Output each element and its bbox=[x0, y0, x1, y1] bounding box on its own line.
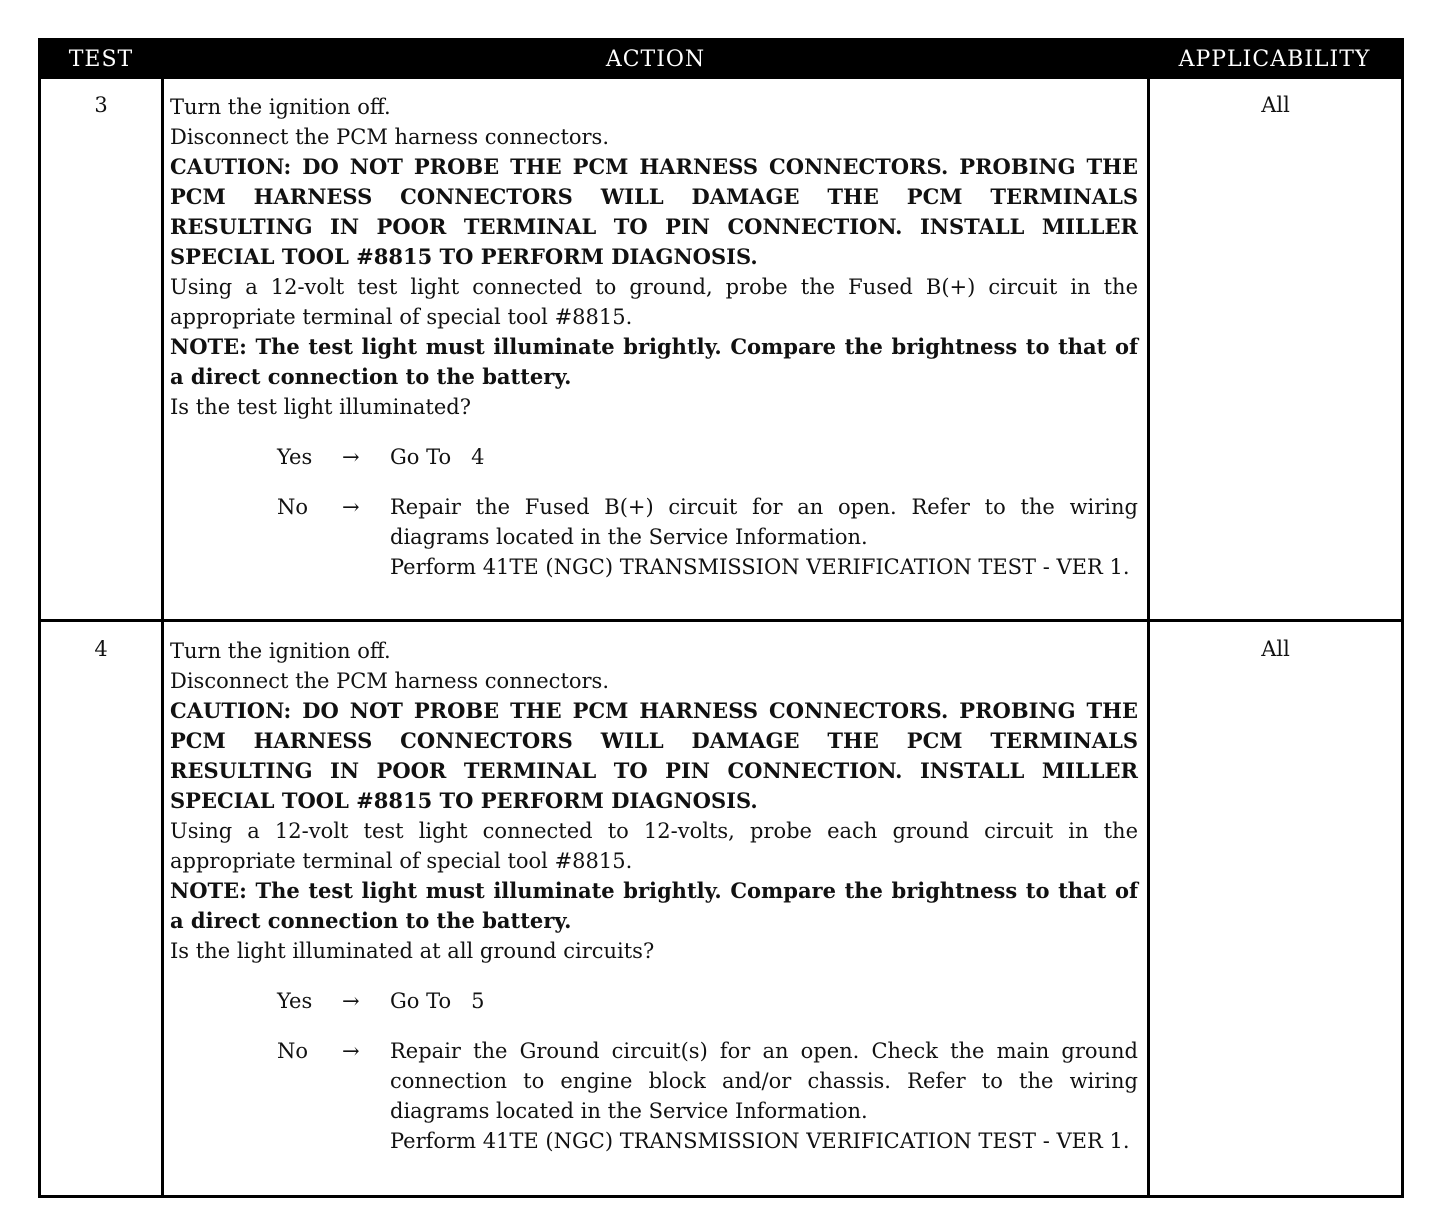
action-line: Turn the ignition off. bbox=[170, 95, 391, 119]
yes-label: Yes bbox=[277, 989, 313, 1013]
row-divider bbox=[41, 619, 1401, 622]
test-number: 4 bbox=[94, 637, 108, 661]
table-row bbox=[41, 79, 1401, 619]
arrow-right-icon: → bbox=[342, 1039, 360, 1063]
applicability-value: All bbox=[1261, 637, 1290, 661]
applicability-value: All bbox=[1261, 93, 1290, 117]
header-test: TEST bbox=[68, 47, 134, 72]
no-action: Repair the Fused B(+) circuit for an open. Refer to the wiring diagrams located in the Service Information. bbox=[390, 495, 1138, 549]
no-branch bbox=[170, 492, 1138, 582]
header-applicability: APPLICABILITY bbox=[1178, 47, 1371, 72]
no-branch bbox=[170, 1036, 1138, 1156]
instruction-text: Using a 12-volt test light connected to 12-volts, probe each ground circuit in the appropriate terminal of special tool #8815. bbox=[170, 819, 1138, 873]
caution-text: CAUTION: DO NOT PROBE THE PCM HARNESS CONNECTORS. PROBING THE PCM HARNESS CONNECTORS WILL DAMAGE THE PCM TERMINALS RESULTING IN POOR TERMINAL TO PIN CONNECTION. INSTALL MILLER SPECIAL TOOL #8815 TO PERFORM DIAGNOSIS. bbox=[170, 698, 1138, 813]
yes-action: Go To 5 bbox=[390, 989, 485, 1013]
action-line: Disconnect the PCM harness connectors. bbox=[170, 669, 610, 693]
instruction-text: Using a 12-volt test light connected to ground, probe the Fused B(+) circuit in the appropriate terminal of special tool #8815. bbox=[170, 275, 1138, 329]
no-action-verify: Perform 41TE (NGC) TRANSMISSION VERIFICATION TEST - VER 1. bbox=[390, 1129, 1130, 1153]
question-text: Is the test light illuminated? bbox=[170, 395, 472, 419]
question-text: Is the light illuminated at all ground circuits? bbox=[170, 939, 655, 963]
action-line: Disconnect the PCM harness connectors. bbox=[170, 125, 610, 149]
action-line: Turn the ignition off. bbox=[170, 639, 391, 663]
test-number: 3 bbox=[94, 93, 108, 117]
arrow-right-icon: → bbox=[342, 989, 360, 1013]
note-text: NOTE: The test light must illuminate brightly. Compare the brightness to that of a direct connection to the battery. bbox=[170, 334, 1138, 389]
table-header bbox=[41, 41, 1401, 79]
table-row bbox=[41, 623, 1401, 1198]
yes-label: Yes bbox=[277, 445, 313, 469]
yes-branch bbox=[170, 986, 1138, 1016]
note-text: NOTE: The test light must illuminate brightly. Compare the brightness to that of a direct connection to the battery. bbox=[170, 878, 1138, 933]
caution-text: CAUTION: DO NOT PROBE THE PCM HARNESS CONNECTORS. PROBING THE PCM HARNESS CONNECTORS WILL DAMAGE THE PCM TERMINALS RESULTING IN POOR TERMINAL TO PIN CONNECTION. INSTALL MILLER SPECIAL TOOL #8815 TO PERFORM DIAGNOSIS. bbox=[170, 154, 1138, 269]
action-cell bbox=[170, 92, 1138, 582]
header-action: ACTION bbox=[605, 47, 706, 72]
diagnostic-table bbox=[38, 38, 1404, 1198]
no-action: Repair the Ground circuit(s) for an open. Check the main ground connection to engine block and/or chassis. Refer to the wiring diagrams located in the Service Information. bbox=[390, 1039, 1138, 1123]
arrow-right-icon: → bbox=[342, 495, 360, 519]
yes-action: Go To 4 bbox=[390, 445, 485, 469]
yes-branch bbox=[170, 442, 1138, 472]
action-cell bbox=[170, 636, 1138, 1156]
arrow-right-icon: → bbox=[342, 445, 360, 469]
no-label: No bbox=[277, 1039, 309, 1063]
no-label: No bbox=[277, 495, 309, 519]
no-action-verify: Perform 41TE (NGC) TRANSMISSION VERIFICATION TEST - VER 1. bbox=[390, 555, 1130, 579]
